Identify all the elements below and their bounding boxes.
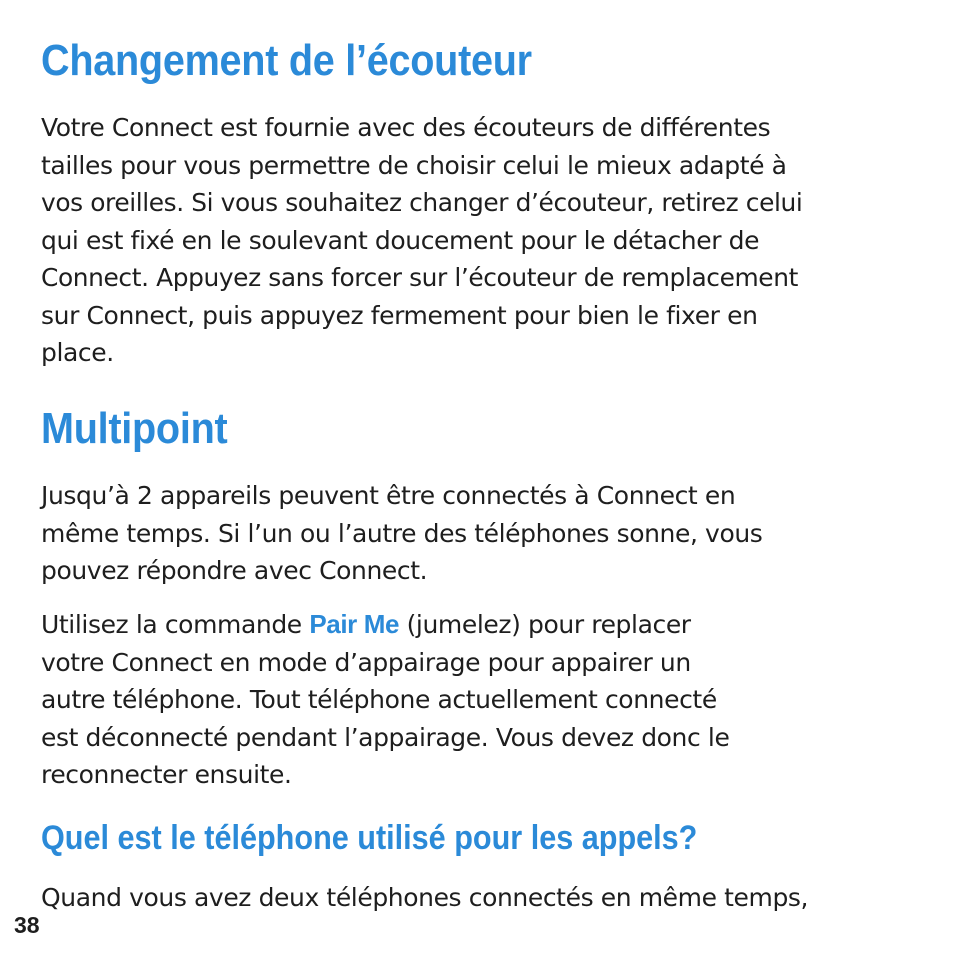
text-line: même temps. Si l’un ou l’autre des téléphones sonne, vous	[41, 518, 763, 548]
text-line: place.	[41, 338, 114, 367]
heading-changement-ecouteur: Changement de l’écouteur	[41, 36, 532, 85]
text-line: tailles pour vous permettre de choisir celui le mieux adapté à	[41, 150, 787, 180]
text-line: Quand vous avez deux téléphones connectés en même temps,	[41, 883, 809, 912]
text-line: est déconnecté pendant l’appairage. Vous devez donc le	[41, 722, 730, 752]
text-line: sur Connect, puis appuyez fermement pour bien le fixer en	[41, 300, 758, 330]
paragraph-multipoint-2	[41, 606, 729, 794]
text-line: qui est fixé en le soulevant doucement pour le détacher de	[41, 225, 760, 255]
text-line: votre Connect en mode d’appairage pour appairer un	[41, 647, 691, 677]
paragraph-telephone-utilise	[41, 879, 808, 917]
paragraph-changement-ecouteur	[41, 109, 806, 372]
text-line	[41, 606, 729, 644]
text-segment: (jumelez) pour replacer	[399, 610, 691, 639]
text-line: autre téléphone. Tout téléphone actuellement connecté	[41, 685, 717, 714]
page-number: 38	[14, 912, 40, 938]
paragraph-multipoint-1	[41, 477, 762, 590]
text-line: Votre Connect est fournie avec des écouteurs de différentes	[41, 113, 771, 142]
text-line: pouvez répondre avec Connect.	[41, 556, 428, 585]
heading-telephone-utilise: Quel est le téléphone utilisé pour les appels?	[41, 819, 698, 857]
text-line: Jusqu’à 2 appareils peuvent être connectés à Connect en	[41, 481, 736, 510]
text-line: Connect. Appuyez sans forcer sur l’écouteur de remplacement	[41, 263, 798, 292]
text-line: vos oreilles. Si vous souhaitez changer d’écouteur, retirez celui	[41, 188, 803, 217]
pair-me-command: Pair Me	[309, 609, 400, 639]
text-segment: Utilisez la commande	[41, 610, 310, 639]
heading-multipoint: Multipoint	[41, 404, 228, 453]
text-line: reconnecter ensuite.	[41, 760, 292, 789]
